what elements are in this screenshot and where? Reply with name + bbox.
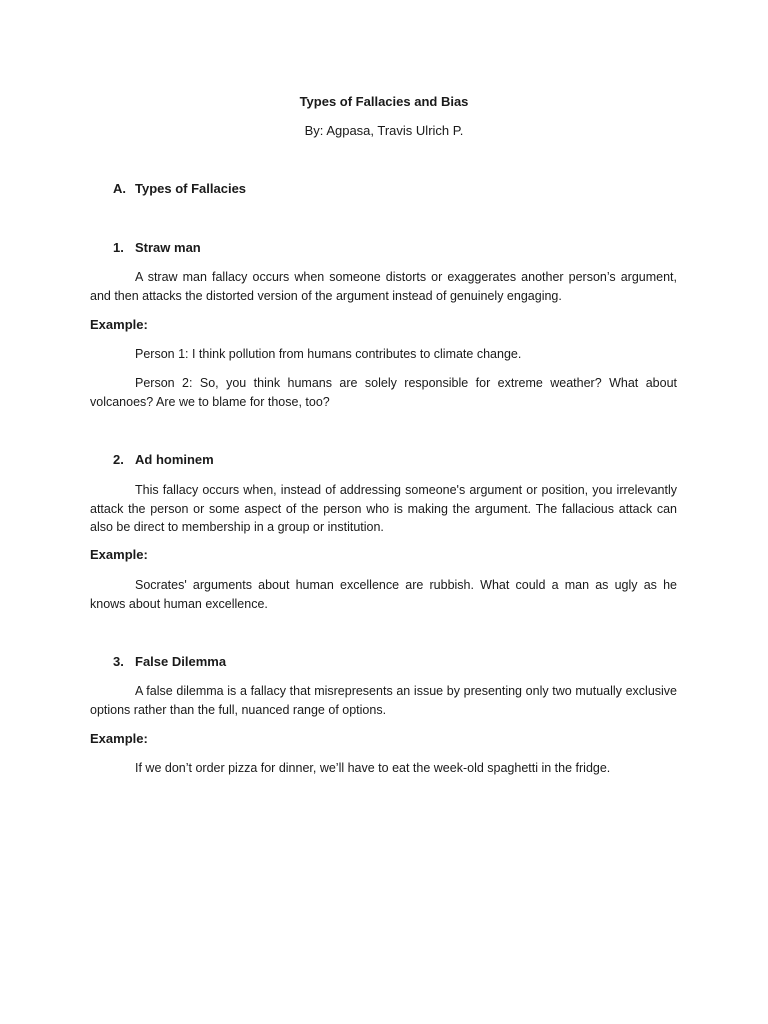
example-text: Person 2: So, you think humans are solely responsible for extreme weather? What about volcanoes? Are we to blame for those, too? xyxy=(90,376,677,409)
item-heading-false-dilemma xyxy=(113,654,226,669)
section-title: Types of Fallacies xyxy=(135,181,247,196)
example-text: If we don’t order pizza for dinner, we’ll have to eat the week-old spaghetti in the fridge. xyxy=(135,761,611,775)
example-label: Example: xyxy=(90,317,148,332)
section-heading xyxy=(113,181,246,196)
item-heading-straw-man xyxy=(113,240,201,255)
item-definition: This fallacy occurs when, instead of addressing someone's argument or position, you irrelevantly attack the person or some aspect of the person who is making the argument. The fallacious attack can also be direct to membership in a group or institution. xyxy=(90,483,677,534)
item-marker: 1. xyxy=(113,240,124,255)
section-marker: A. xyxy=(113,181,126,196)
item-marker: 3. xyxy=(113,654,124,669)
item-definition: A straw man fallacy occurs when someone distorts or exaggerates another person’s argument, and then attacks the distorted version of the argument instead of genuinely engaging. xyxy=(90,270,677,303)
example-label: Example: xyxy=(90,731,148,746)
example-text: Person 1: I think pollution from humans contributes to climate change. xyxy=(135,347,522,361)
item-definition: A false dilemma is a fallacy that misrepresents an issue by presenting only two mutually exclusive options rather than the full, nuanced range of options. xyxy=(90,684,677,717)
item-title: False Dilemma xyxy=(135,654,227,669)
example-label: Example: xyxy=(90,547,148,562)
item-heading-ad-hominem xyxy=(113,452,214,467)
document-author: By: Agpasa, Travis Ulrich P. xyxy=(304,123,464,138)
document-title: Types of Fallacies and Bias xyxy=(299,94,469,109)
item-title: Straw man xyxy=(135,240,201,255)
item-marker: 2. xyxy=(113,452,124,467)
item-title: Ad hominem xyxy=(135,452,214,467)
example-text: Socrates' arguments about human excellence are rubbish. What could a man as ugly as he knows about human excellence. xyxy=(90,578,677,611)
